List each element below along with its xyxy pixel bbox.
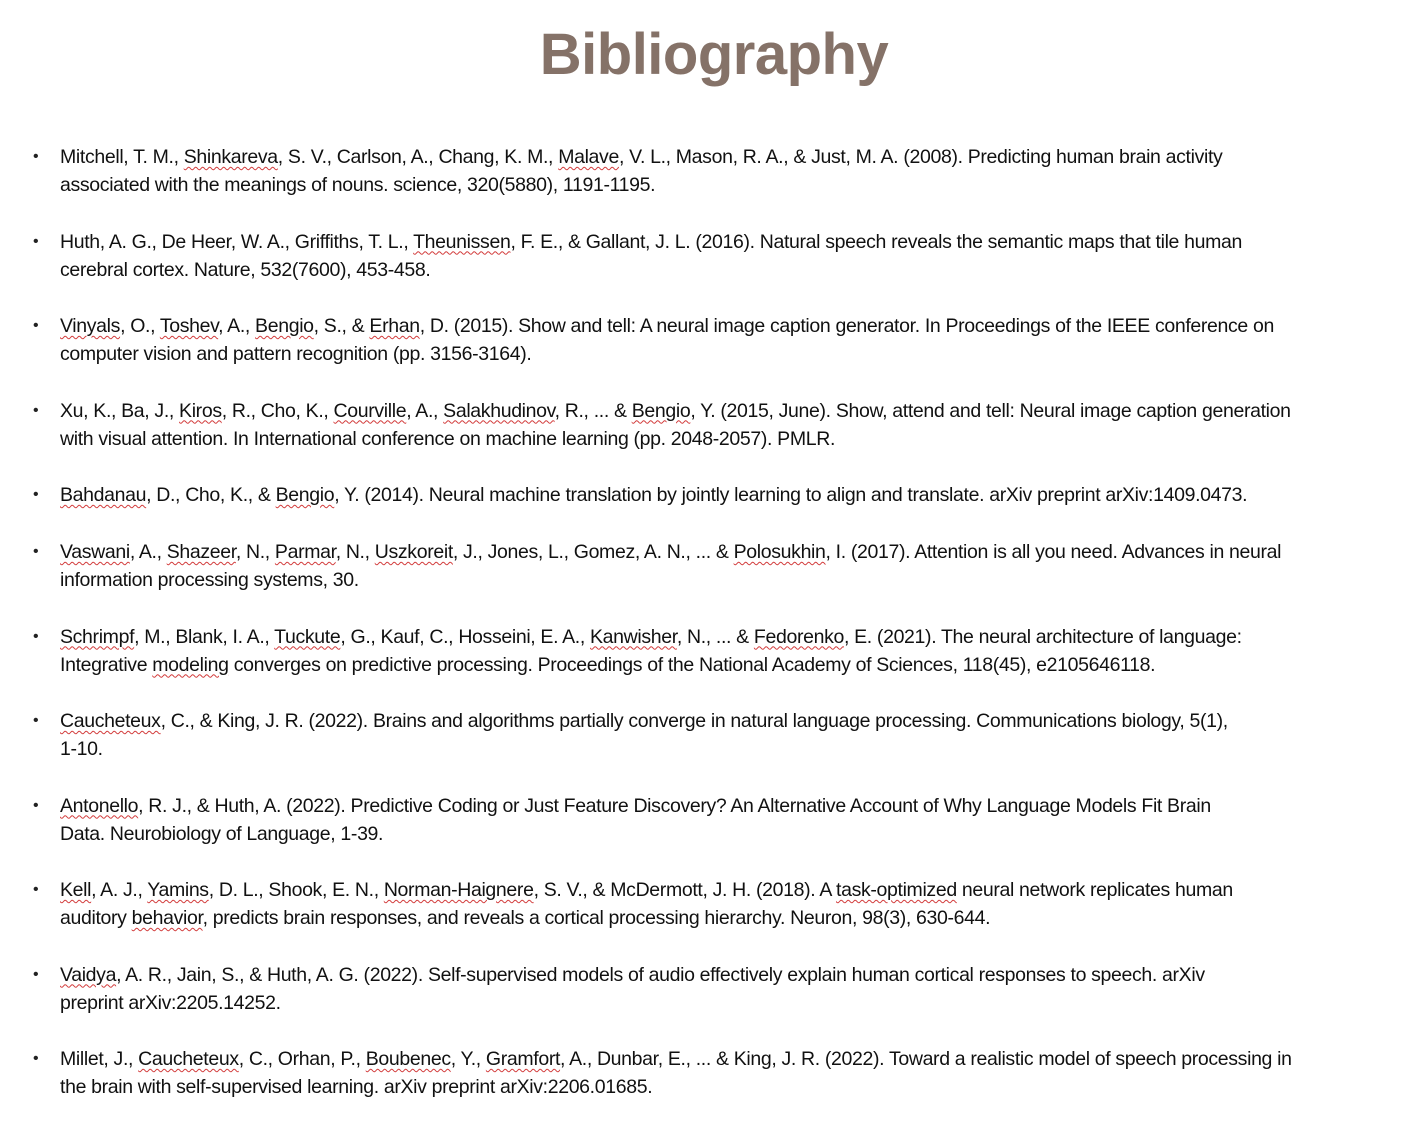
reference-line: Mitchell, T. M., Shinkareva, S. V., Carlson, A., Chang, K. M., Malave, V. L., Mason, R. A., & Just, M. A. (2008). Predicting human brain activity (60, 146, 1223, 168)
reference-entry (0, 481, 1428, 509)
spellcheck-flagged-word: Fedorenko (753, 625, 844, 648)
spellcheck-flagged-word: Schrimpf (60, 625, 135, 648)
reference-line: Vaswani, A., Shazeer, N., Parmar, N., Uszkoreit, J., Jones, L., Gomez, A. N., ... & Polosukhin, I. (2017). Attention is all you need. Advances in neural (60, 541, 1282, 563)
reference-line: Millet, J., Caucheteux, C., Orhan, P., Boubenec, Y., Gramfort, A., Dunbar, E., ... & King, J. R. (2022). Toward a realistic model of speech processing in (60, 1048, 1292, 1070)
reference-line: Schrimpf, M., Blank, I. A., Tuckute, G., Kauf, C., Hosseini, E. A., Kanwisher, N., ... & Fedorenko, E. (2021). The neural architecture of language: (60, 625, 1242, 648)
spellcheck-flagged-word: Salakhudinov (443, 399, 555, 422)
reference-entry (0, 623, 1428, 679)
reference-line: information processing systems, 30. (60, 569, 359, 591)
spellcheck-flagged-word: Kanwisher (590, 625, 677, 648)
bullet-marker: • (33, 486, 39, 503)
spellcheck-flagged-word: Shinkareva (183, 146, 278, 168)
spellcheck-flagged-word: Bengio (275, 484, 335, 506)
reference-line: 1-10. (60, 738, 103, 760)
reference-entry (0, 707, 1428, 763)
spellcheck-flagged-word: Kiros (179, 399, 222, 422)
reference-line: Caucheteux, C., & King, J. R. (2022). Brains and algorithms partially converge in natural language processing. Communications biology, 5(1), (60, 710, 1228, 732)
reference-entry (0, 876, 1428, 932)
spellcheck-flagged-word: Toshev (159, 315, 219, 337)
reference-line: with visual attention. In International conference on machine learning (pp. 2048-2057). PMLR. (60, 427, 836, 450)
reference-entry (0, 961, 1428, 1017)
spellcheck-flagged-word: Parmar (274, 541, 336, 563)
reference-line: Integrative modeling converges on predictive processing. Proceedings of the National Academy of Sciences, 118(45), e2105646118. (60, 653, 1156, 676)
spellcheck-flagged-word: Bengio (255, 315, 314, 337)
spellcheck-flagged-word: Caucheteux (138, 1048, 239, 1070)
reference-line: Antonello, R. J., & Huth, A. (2022). Predictive Coding or Just Feature Discovery? An Alternative Account of Why Language Models Fit Brain (60, 794, 1211, 817)
spellcheck-flagged-word: Kell (60, 879, 92, 901)
reference-line: Xu, K., Ba, J., Kiros, R., Cho, K., Courville, A., Salakhudinov, R., ... & Bengio, Y. (2015, June). Show, attend and tell: Neural image caption generation (60, 399, 1291, 422)
spellcheck-flagged-word: Gramfort (485, 1048, 561, 1070)
bullet-marker: • (33, 148, 39, 165)
spellcheck-flagged-word: Caucheteux (60, 710, 161, 732)
reference-entry (0, 312, 1428, 368)
spellcheck-flagged-word: task-optimized (836, 879, 957, 901)
reference-line: auditory behavior, predicts brain responses, and reveals a cortical processing hierarchy. Neuron, 98(3), 630-644. (60, 907, 991, 929)
spellcheck-flagged-word: Bengio (631, 399, 691, 422)
spellcheck-flagged-word: Yamins (147, 879, 209, 901)
reference-entry (0, 143, 1428, 199)
spellcheck-flagged-word: behavior (131, 907, 203, 929)
spellcheck-flagged-word: Vaswani (60, 541, 130, 563)
reference-line: Vaidya, A. R., Jain, S., & Huth, A. G. (2022). Self-supervised models of audio effectively explain human cortical responses to speech. arXiv (60, 963, 1205, 986)
spellcheck-flagged-word: Vaidya (60, 963, 117, 986)
spellcheck-flagged-word: Malave (558, 146, 619, 168)
bullet-marker: • (33, 796, 39, 814)
reference-line: Vinyals, O., Toshev, A., Bengio, S., & Erhan, D. (2015). Show and tell: A neural image caption generator. In Proceedings of the IEEE conference on (60, 315, 1274, 337)
bullet-marker: • (33, 881, 39, 898)
spellcheck-flagged-word: Uszkoreit (374, 541, 453, 563)
reference-line: associated with the meanings of nouns. science, 320(5880), 1191-1195. (60, 174, 656, 196)
reference-entry (0, 538, 1428, 594)
bibliography-list (0, 143, 1428, 1130)
bullet-marker: • (33, 965, 39, 983)
spellcheck-flagged-word: Courville (333, 399, 407, 422)
spellcheck-flagged-word: Tuckute (274, 625, 341, 648)
spellcheck-flagged-word: Shazeer (166, 541, 236, 563)
bullet-marker: • (33, 712, 39, 729)
reference-line: Kell, A. J., Yamins, D. L., Shook, E. N., Norman-Haignere, S. V., & McDermott, J. H. (2018). A task-optimized neural network replicates human (60, 879, 1233, 901)
page-title: Bibliography (539, 22, 889, 87)
bullet-marker: • (33, 1050, 39, 1067)
spellcheck-flagged-word: Antonello (60, 794, 139, 817)
spellcheck-flagged-word: Vinyals (60, 315, 121, 337)
reference-line: Data. Neurobiology of Language, 1-39. (60, 822, 384, 845)
bullet-marker: • (33, 543, 39, 560)
bullet-marker: • (33, 232, 39, 250)
spellcheck-flagged-word: Norman-Haignere (383, 879, 534, 901)
reference-entry (0, 228, 1428, 284)
reference-line: Bahdanau, D., Cho, K., & Bengio, Y. (2014). Neural machine translation by jointly learning to align and translate. arXiv preprint arXiv:1409.0473. (60, 484, 1248, 506)
spellcheck-flagged-word: Polosukhin (733, 541, 826, 563)
reference-entry (0, 792, 1428, 848)
reference-line: cerebral cortex. Nature, 532(7600), 453-458. (60, 258, 431, 281)
reference-line: computer vision and pattern recognition (pp. 3156-3164). (60, 343, 532, 365)
spellcheck-flagged-word: Theunissen (413, 230, 511, 253)
reference-line: preprint arXiv:2205.14252. (60, 991, 281, 1014)
reference-entry (0, 1045, 1428, 1101)
reference-line: Huth, A. G., De Heer, W. A., Griffiths, T. L., Theunissen, F. E., & Gallant, J. L. (2016). Natural speech reveals the semantic maps that tile human (60, 230, 1242, 253)
spellcheck-flagged-word: Boubenec (365, 1048, 451, 1070)
bullet-marker: • (33, 627, 39, 645)
reference-line: the brain with self-supervised learning. arXiv preprint arXiv:2206.01685. (60, 1076, 653, 1098)
spellcheck-flagged-word: modeling (152, 653, 229, 676)
spellcheck-flagged-word: Erhan (369, 315, 420, 337)
reference-entry (0, 397, 1428, 453)
bullet-marker: • (33, 317, 39, 334)
bullet-marker: • (33, 401, 39, 419)
spellcheck-flagged-word: Bahdanau (60, 484, 147, 506)
